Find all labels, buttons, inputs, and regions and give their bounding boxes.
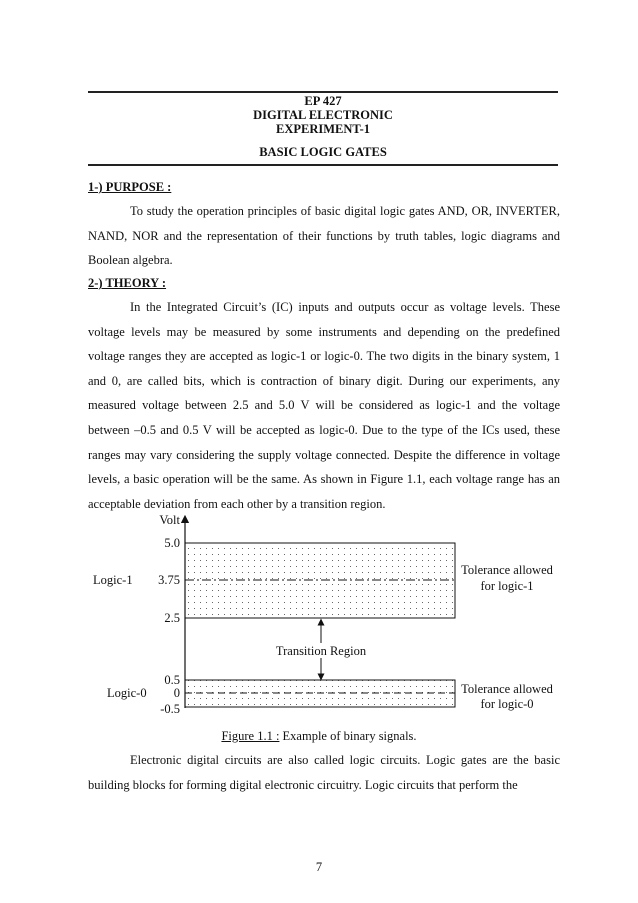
logic-0-band xyxy=(185,680,455,707)
page-number: 7 xyxy=(315,860,323,874)
experiment-topic: BASIC LOGIC GATES xyxy=(259,145,387,159)
purpose-text: To study the operation principles of basic digital logic gates AND, OR, INVERTER, NAND, NOR and the representation of their functions by truth tables, logic diagrams and Boolean algebra. xyxy=(88,204,560,268)
closing-text: Electronic digital circuits are also called logic circuits. Logic gates are the basic building blocks for forming digital electronic circuitry. Logic circuits that perform the xyxy=(88,753,560,792)
theory-heading: 2-) THEORY : xyxy=(88,276,167,290)
header-rule-top xyxy=(88,91,558,93)
course-subject: DIGITAL ELECTRONIC xyxy=(253,108,393,122)
logic-0-label: Logic-0 xyxy=(107,686,147,700)
header-experiment xyxy=(88,122,558,137)
tick-0: 0 xyxy=(173,686,180,700)
tick-2-5: 2.5 xyxy=(164,611,180,625)
course-code: EP 427 xyxy=(304,94,342,108)
tick-minus-0-5: -0.5 xyxy=(160,702,180,716)
header-topic xyxy=(88,145,558,160)
tolerance-logic-1-line2: for logic-1 xyxy=(480,579,534,593)
tolerance-logic-0-line2: for logic-0 xyxy=(480,697,534,711)
figure-caption-text: Example of binary signals. xyxy=(279,729,417,743)
purpose-paragraph xyxy=(88,199,560,273)
header-subject xyxy=(88,108,558,123)
theory-paragraph xyxy=(88,295,560,516)
tick-0-5: 0.5 xyxy=(164,673,180,687)
header-rule-bottom xyxy=(88,164,558,166)
logic-1-label: Logic-1 xyxy=(93,573,133,587)
figure-caption xyxy=(0,729,638,744)
tick-3-75: 3.75 xyxy=(158,573,180,587)
header-course xyxy=(88,94,558,109)
transition-region-label: Transition Region xyxy=(275,644,367,658)
theory-text: In the Integrated Circuit’s (IC) inputs and outputs occur as voltage levels. These voltage levels may be measured by some instruments and depending on the predefined voltage ranges they are accepted as logic-1 or logic-0. The two digits in the binary system, 1 and 0, are called bits, which is contraction of binary digit. During our experiments, any measured voltage between 2.5 and 5.0 V will be considered as logic-1 and the voltage between –0.5 and 0.5 V will be accepted as logic-0. Due to the type of the ICs used, these ranges may vary considering the supply voltage connected. Despite the difference in voltage levels, a basic operation will be the same. As shown in Figure 1.1, each voltage range has an acceptable deviation from each other by a transition region. xyxy=(88,300,560,511)
figure-caption-number: Figure 1.1 : xyxy=(221,729,280,743)
tolerance-logic-1-line1: Tolerance allowed xyxy=(461,563,553,577)
tick-5: 5.0 xyxy=(164,536,180,550)
purpose-heading: 1-) PURPOSE : xyxy=(88,180,172,194)
logic-1-band xyxy=(185,543,455,618)
tolerance-logic-0-line1: Tolerance allowed xyxy=(461,682,553,696)
experiment-number: EXPERIMENT-1 xyxy=(276,122,370,136)
axis-label-volt: Volt xyxy=(159,513,180,527)
closing-paragraph xyxy=(88,748,560,797)
